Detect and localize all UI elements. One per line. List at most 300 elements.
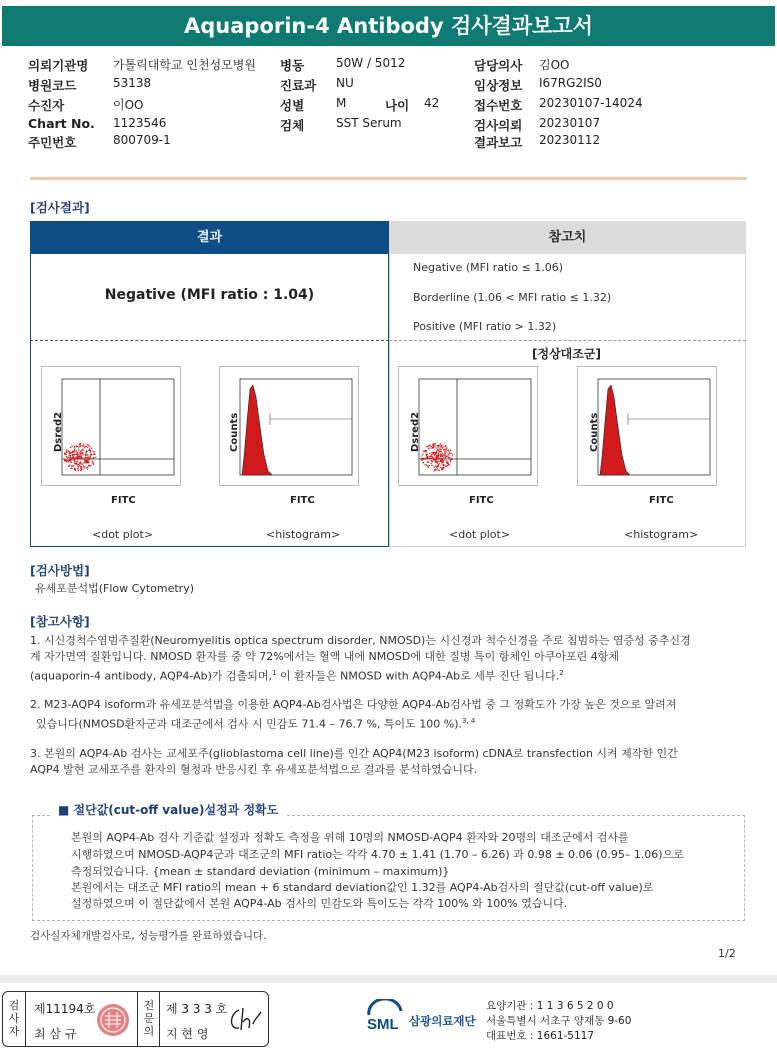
event-dot: [91, 458, 92, 459]
event-dot: [426, 451, 427, 452]
divider: [30, 340, 389, 341]
event-dot: [76, 454, 77, 455]
dot-plot-xlabel: FITC: [469, 495, 494, 506]
event-dot: [80, 456, 81, 457]
histogram-caption: <histogram>: [266, 528, 341, 541]
event-dot: [77, 452, 78, 453]
header-info: [0, 0, 777, 160]
event-dot: [448, 457, 449, 458]
event-dot: [439, 458, 440, 459]
event-dot: [429, 465, 430, 466]
event-dot: [450, 461, 451, 462]
event-dot: [436, 469, 437, 470]
event-dot: [80, 453, 81, 454]
event-dot: [448, 450, 449, 451]
header-value: I67RG2IS0: [539, 76, 602, 90]
header-value: NU: [336, 76, 354, 90]
event-dot: [89, 456, 90, 457]
event-dot: [441, 449, 442, 450]
header-value: 1123546: [113, 116, 167, 130]
event-dot: [435, 459, 436, 460]
header-label: 임상정보: [474, 78, 523, 93]
event-dot: [428, 467, 429, 468]
header-value: 이OO: [113, 98, 144, 112]
event-dot: [436, 467, 437, 468]
note-line: 3. 본원의 AQP4-Ab 검사는 교세포주(glioblastoma cell line)를 인간 AQP4(M23 isoform) cDNA로 transfection 시켜 제작한 인간: [30, 747, 678, 760]
event-dot: [82, 452, 83, 453]
event-dot: [87, 469, 88, 470]
org-address: 서울특별시 서초구 양재동 9-60: [486, 1015, 632, 1027]
sml-logo-icon: [365, 999, 405, 1035]
header-value: 20230107-14024: [539, 96, 643, 110]
header-label: 성별: [280, 98, 305, 113]
header-label: 진료과: [280, 78, 317, 93]
event-dot: [69, 460, 70, 461]
event-dot: [443, 449, 444, 450]
footer: [0, 983, 777, 1055]
event-dot: [440, 458, 441, 459]
event-dot: [440, 451, 441, 452]
validation-note: 검사실자체개발검사로, 성능평가를 완료하였습니다.: [30, 930, 267, 942]
event-dot: [451, 453, 452, 454]
event-dot: [440, 456, 441, 457]
event-dot: [433, 459, 434, 460]
event-dot: [442, 462, 443, 463]
event-dot: [84, 461, 85, 462]
event-dot: [425, 464, 426, 465]
event-dot: [444, 454, 445, 455]
event-dot: [423, 462, 424, 463]
event-dot: [437, 447, 438, 448]
age-label: 나이: [385, 98, 410, 113]
inspector-name: 최 삼 규: [34, 1027, 77, 1041]
inspector-label: 검 사 자: [8, 999, 20, 1038]
note-2: [30, 697, 676, 733]
specialist-license: 제 3 3 3 호: [166, 1002, 228, 1016]
reference-positive: Positive (MFI ratio > 1.32): [413, 320, 557, 333]
event-dot: [69, 464, 70, 465]
event-dot: [83, 465, 84, 466]
event-dot: [443, 455, 444, 456]
event-dot: [93, 458, 94, 459]
event-dot: [427, 446, 428, 447]
event-dot: [70, 447, 71, 448]
event-dot: [79, 465, 80, 466]
cutoff-line: 설정하였으며 이 절단값에서 본원 AQP4-Ab 검사의 민감도와 특이도는 각각 100% 와 100% 였습니다.: [71, 897, 568, 910]
event-dot: [89, 449, 90, 450]
note-line: 있습니다(NMOSD환자군과 대조군에서 검사 시 민감도 71.4 – 76.7 %, 특이도 100 %).$^{3, 4}$: [36, 717, 476, 731]
event-dot: [431, 465, 432, 466]
event-dot: [82, 458, 83, 459]
event-dot: [78, 449, 79, 450]
header-label: 담당의사: [474, 58, 523, 73]
histogram-ylabel: Counts: [589, 412, 600, 452]
event-dot: [437, 468, 438, 469]
header-value: SST Serum: [336, 116, 402, 130]
event-dot: [80, 470, 81, 471]
event-dot: [80, 461, 81, 462]
event-dot: [425, 450, 426, 451]
event-dot: [68, 466, 69, 467]
event-dot: [84, 445, 85, 446]
event-dot: [88, 465, 89, 466]
event-dot: [74, 454, 75, 455]
note-3: [30, 746, 678, 778]
event-dot: [80, 455, 81, 456]
event-dot: [83, 467, 84, 468]
event-dot: [75, 470, 76, 471]
event-dot: [423, 450, 424, 451]
result-value: Negative (MFI ratio : 1.04): [104, 287, 315, 303]
histogram-peak: [242, 385, 272, 475]
event-dot: [450, 450, 451, 451]
event-dot: [74, 449, 75, 450]
cutoff-line: 본원의 AQP4-Ab 검사 기준값 설정과 정확도 측정을 위해 10명의 NMOSD-AQP4 환자와 20명의 대조군에서 검사를: [71, 831, 629, 844]
event-dot: [432, 457, 433, 458]
event-dot: [70, 457, 71, 458]
event-dot: [438, 455, 439, 456]
header-label: 접수번호: [474, 98, 523, 113]
event-dot: [76, 457, 77, 458]
event-dot: [74, 457, 75, 458]
notes-title: [참고사항]: [30, 614, 90, 629]
event-dot: [87, 459, 88, 460]
event-dot: [430, 458, 431, 459]
event-dot: [78, 464, 79, 465]
event-dot: [426, 458, 427, 459]
event-dot: [433, 453, 434, 454]
event-dot: [84, 447, 85, 448]
event-dot: [433, 458, 434, 459]
event-dot: [431, 463, 432, 464]
header-value: 50W / 5012: [336, 56, 406, 70]
event-dot: [440, 454, 441, 455]
event-dot: [77, 461, 78, 462]
signature-box: [2, 991, 269, 1047]
event-dot: [84, 458, 85, 459]
event-dot: [64, 452, 65, 453]
event-dot: [429, 456, 430, 457]
event-dot: [79, 446, 80, 447]
event-dot: [90, 450, 91, 451]
event-dot: [432, 445, 433, 446]
dot-plot-xlabel: FITC: [111, 495, 136, 506]
event-dot: [78, 457, 79, 458]
event-dot: [86, 452, 87, 453]
signature-icon: [225, 1004, 263, 1036]
event-dot: [92, 451, 93, 452]
event-dot: [446, 451, 447, 452]
reference-borderline: Borderline (1.06 < MFI ratio ≤ 1.32): [413, 291, 612, 304]
event-dot: [434, 459, 435, 460]
header-label: 수진자: [28, 98, 65, 113]
event-dot: [433, 443, 434, 444]
event-dot: [442, 447, 443, 448]
event-dot: [441, 469, 442, 470]
event-dot: [71, 452, 72, 453]
event-dot: [449, 452, 450, 453]
event-dot: [86, 459, 87, 460]
histogram-ylabel: Counts: [229, 412, 240, 452]
event-dot: [437, 462, 438, 463]
event-dot: [430, 444, 431, 445]
header-value: 20230112: [539, 133, 601, 147]
note-line: 계 자가면역 질환입니다. NMOSD 환자를 중 약 72%에서는 혈액 내에 NMOSD에 대한 질병 특이 항체인 아쿠아포린 4항체: [30, 650, 619, 663]
header-value: 20230107: [539, 116, 601, 130]
event-dot: [86, 457, 87, 458]
event-dot: [72, 466, 73, 467]
event-dot: [80, 451, 81, 452]
header-label: 주민번호: [28, 135, 77, 150]
note-line: 1. 시신경척수염범주질환(Neuromyelitis optica spectrum disorder, NMOSD)는 시신경과 척수신경을 주로 침범하는 염증성 중추신경: [30, 634, 691, 647]
event-dot: [443, 467, 444, 468]
event-dot: [77, 456, 78, 457]
event-dot: [68, 457, 69, 458]
event-dot: [93, 464, 94, 465]
event-dot: [443, 457, 444, 458]
event-dot: [436, 453, 437, 454]
event-dot: [70, 468, 71, 469]
histogram-xlabel: FITC: [290, 495, 315, 506]
histogram-xlabel: FITC: [649, 495, 674, 506]
event-dot: [440, 460, 441, 461]
event-dot: [94, 454, 95, 455]
event-dot: [94, 451, 95, 452]
event-dot: [433, 452, 434, 453]
event-dot: [71, 445, 72, 446]
event-dot: [446, 456, 447, 457]
event-dot: [73, 456, 74, 457]
event-dot: [440, 443, 441, 444]
dot-plot-ylabel: Dsred2: [53, 411, 64, 452]
event-dot: [446, 447, 447, 448]
event-dot: [84, 466, 85, 467]
event-dot: [77, 466, 78, 467]
event-dot: [76, 463, 77, 464]
event-dot: [67, 460, 68, 461]
event-dot: [438, 445, 439, 446]
event-dot: [76, 461, 77, 462]
method-text: 유세포분석법(Flow Cytometry): [35, 582, 195, 595]
event-dot: [423, 458, 424, 459]
event-dot: [83, 443, 84, 444]
dot-plot-ylabel: Dsred2: [410, 411, 421, 452]
event-dot: [442, 453, 443, 454]
histogram-caption: <histogram>: [624, 528, 699, 541]
event-dot: [445, 446, 446, 447]
event-dot: [449, 453, 450, 454]
result-header: 결과: [30, 221, 389, 254]
event-dot: [66, 452, 67, 453]
event-dot: [89, 446, 90, 447]
event-dot: [442, 468, 443, 469]
event-dot: [449, 457, 450, 458]
event-dot: [74, 452, 75, 453]
control-group-label: [정상대조군]: [532, 347, 601, 361]
event-dot: [64, 454, 65, 455]
event-dot: [91, 448, 92, 449]
header-label: 결과보고: [474, 135, 523, 150]
event-dot: [445, 465, 446, 466]
event-dot: [87, 444, 88, 445]
event-dot: [434, 455, 435, 456]
org-code: 요양기관 : 1 1 3 6 5 2 0 0: [486, 1000, 614, 1012]
event-dot: [80, 468, 81, 469]
divider: [30, 177, 747, 180]
event-dot: [78, 447, 79, 448]
event-dot: [69, 455, 70, 456]
org-phone: 대표번호 : 1661-5117: [486, 1030, 595, 1042]
event-dot: [71, 459, 72, 460]
plot-frame: [62, 379, 174, 475]
event-dot: [91, 454, 92, 455]
event-dot: [443, 464, 444, 465]
event-dot: [446, 449, 447, 450]
divider: [389, 340, 746, 341]
event-dot: [444, 453, 445, 454]
event-dot: [86, 467, 87, 468]
event-dot: [90, 451, 91, 452]
event-dot: [72, 454, 73, 455]
event-dot: [81, 454, 82, 455]
event-dot: [448, 458, 449, 459]
event-dot: [77, 459, 78, 460]
event-dot: [81, 464, 82, 465]
event-dot: [428, 446, 429, 447]
event-dot: [426, 456, 427, 457]
event-dot: [436, 456, 437, 457]
event-dot: [448, 463, 449, 464]
header-value: 53138: [113, 76, 152, 90]
event-dot: [451, 458, 452, 459]
event-dot: [437, 457, 438, 458]
event-dot: [422, 460, 423, 461]
event-dot: [65, 460, 66, 461]
event-dot: [452, 454, 453, 455]
cutoff-title: ■ 절단값(cut-off value)설정과 정확도: [50, 801, 286, 818]
event-dot: [92, 462, 93, 463]
event-dot: [422, 453, 423, 454]
inspector-license: 제11194호: [34, 1002, 96, 1016]
event-dot: [92, 461, 93, 462]
event-dot: [85, 457, 86, 458]
note-line: AQP4 발현 교세포주를 환자의 혈청과 반응시킨 후 유세포분석법으로 결과를 분석하였습니다.: [30, 763, 478, 776]
specialist-label: 전 문 의: [143, 999, 155, 1038]
event-dot: [82, 449, 83, 450]
histogram-peak: [600, 385, 630, 475]
event-dot: [88, 461, 89, 462]
event-dot: [83, 454, 84, 455]
patient-histogram: [219, 366, 359, 486]
note-line: 2. M23-AQP4 isoform과 유세포분석법을 이용한 AQP4-Ab검사법은 다양한 AQP4-Ab검사법 중 그 정확도가 가장 높은 것으로 알려져: [30, 698, 677, 711]
event-dot: [444, 451, 445, 452]
cutoff-line: 측정되었습니다. {mean ± standard deviation (minimum – maximum)}: [71, 865, 450, 878]
header-value: M: [336, 96, 347, 110]
event-dot: [441, 445, 442, 446]
histogram-graphic: [220, 367, 360, 487]
event-dot: [438, 470, 439, 471]
event-dot: [76, 446, 77, 447]
event-dot: [440, 447, 441, 448]
header-label: 병원코드: [28, 78, 77, 93]
event-dot: [66, 451, 67, 452]
event-dot: [68, 461, 69, 462]
event-dot: [76, 450, 77, 451]
dot-plot-caption: <dot plot>: [449, 528, 511, 541]
event-dot: [437, 459, 438, 460]
header-label: Chart No.: [28, 116, 95, 131]
event-dot: [421, 455, 422, 456]
event-dot: [79, 443, 80, 444]
event-dot: [73, 450, 74, 451]
result-section-title: [검사결과]: [30, 200, 90, 215]
event-dot: [78, 468, 79, 469]
page-number: 1/2: [718, 947, 736, 960]
note-line: (aquaporin-4 antibody, AQP4-Ab)가 검출되며,$^1$ 이 환자들은 NMOSD with AQP4-Ab로 세부 진단 됩니다.$^2$: [30, 669, 564, 683]
event-dot: [95, 457, 96, 458]
event-dot: [433, 467, 434, 468]
event-dot: [429, 453, 430, 454]
event-dot: [66, 449, 67, 450]
event-dot: [436, 451, 437, 452]
event-dot: [446, 460, 447, 461]
divider: [159, 992, 160, 1046]
event-dot: [438, 466, 439, 467]
specialist-name: 지 현 영: [166, 1027, 209, 1041]
cutoff-line: 본원에서는 대조군 MFI ratio의 mean + 6 standard deviation값인 1.32를 AQP4-Ab검사의 절단값(cut-off value)로: [71, 881, 654, 894]
event-dot: [88, 445, 89, 446]
event-dot: [438, 450, 439, 451]
header-value: 가톨릭대학교 인천성모병원: [113, 58, 256, 72]
header-label: 의뢰기관명: [28, 58, 89, 73]
divider: [137, 992, 138, 1046]
cutoff-line: 시행하였으며 NMOSD-AQP4군과 대조군의 MFI ratio는 각각 4.70 ± 1.41 (1.70 – 6.26) 과 0.98 ± 0.06 (0.95– 1.06)으로: [71, 848, 684, 861]
event-dot: [435, 465, 436, 466]
event-dot: [439, 448, 440, 449]
event-dot: [443, 460, 444, 461]
event-dot: [427, 466, 428, 467]
event-dot: [438, 452, 439, 453]
event-dot: [76, 468, 77, 469]
event-dot: [71, 462, 72, 463]
age-value: 42: [424, 96, 440, 110]
event-dot: [64, 459, 65, 460]
event-dot: [443, 446, 444, 447]
event-dot: [82, 463, 83, 464]
event-dot: [74, 460, 75, 461]
divider: [25, 992, 26, 1046]
event-dot: [436, 461, 437, 462]
event-dot: [433, 447, 434, 448]
event-dot: [427, 462, 428, 463]
event-dot: [69, 452, 70, 453]
event-dot: [74, 469, 75, 470]
event-dot: [428, 447, 429, 448]
event-dot: [70, 456, 71, 457]
event-dot: [431, 454, 432, 455]
event-dot: [81, 466, 82, 467]
header-label: 검사의뢰: [474, 118, 523, 133]
event-dot: [435, 447, 436, 448]
logo-text: SML: [367, 1016, 399, 1033]
event-dot: [70, 455, 71, 456]
event-dot: [421, 458, 422, 459]
header-value: 800709-1: [113, 133, 171, 147]
event-dot: [439, 463, 440, 464]
event-dot: [73, 458, 74, 459]
event-dot: [448, 454, 449, 455]
event-dot: [431, 461, 432, 462]
